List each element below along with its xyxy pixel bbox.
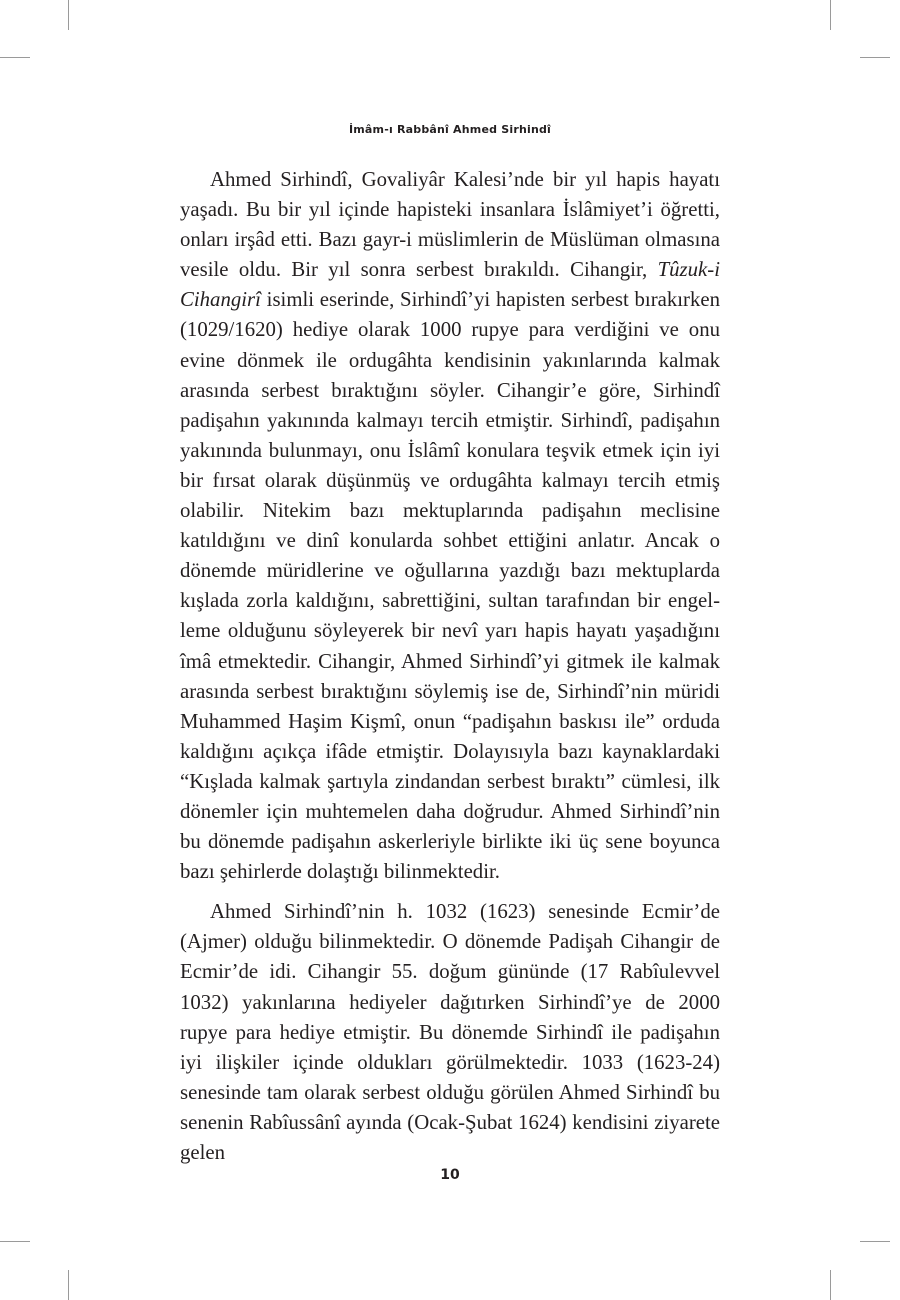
crop-mark-left-top xyxy=(0,57,30,58)
paragraph-2 xyxy=(180,897,720,1168)
crop-mark-top-left xyxy=(68,0,69,30)
crop-mark-bottom-left xyxy=(68,1270,69,1300)
paragraph-2-text: Ahmed Sirhindî’nin h. 1032 (1623) senesinde Ecmir’de (Ajmer) olduğu bilinmektedir. O dönemde Padişah Cihangir de Ecmir’de idi. Cihangir 55. doğum gününde (17 Rabîulevvel 1032) yakınlarına hediyeler dağıtırken Sirhindî’ye de 2000 rupye para hediye etmiştir. Bu dönemde Sirhindî ile padişahın iyi ilişkiler içinde oldukları görülmektedir. 1033 (1623-24) senesinde tam olarak serbest olduğu görülen Ahmed Sirhindî bu senenin Rabîussânî ayında (Ocak-Şubat 1624) kendisini ziyarete gelen xyxy=(180,900,720,1164)
crop-mark-left-bottom xyxy=(0,1241,30,1242)
book-title-italic: Tûzuk-i Cihangirî xyxy=(180,258,720,312)
crop-mark-top-right xyxy=(830,0,831,30)
page-number: 10 xyxy=(440,1167,460,1183)
crop-mark-right-bottom xyxy=(860,1241,890,1242)
body-text xyxy=(180,165,720,1168)
paragraph-1-text-a: Ahmed Sirhindî, Govaliyâr Kalesi’nde bir yıl hapis hayatı yaşadı. Bu bir yıl içinde hapisteki insanlara İslâmiyet’i öğretti, onları irşâd etti. Bazı gayr-i müslimlerin de Müslüman olmasına vesile oldu. Bir yıl sonra serbest bırakıldı. Cihangir, xyxy=(180,168,720,282)
running-head: İmâm-ı Rabbânî Ahmed Sirhindî xyxy=(348,123,552,136)
crop-mark-bottom-right xyxy=(830,1270,831,1300)
paragraph-1 xyxy=(180,165,720,887)
crop-mark-right-top xyxy=(860,57,890,58)
paragraph-1-text-b: isimli eserinde, Sirhindî’yi hapisten serbest bırakırken (1029/1620) hediye olarak 1000 rupye para verdiğini ve onu evine dönmek ile ordugâhta kendisinin yakınlarında kalmak arasında serbest bıraktığını söyler. Cihangir’e göre, Sirhindî padişahın yakınında kalmayı tercih etmiştir. Sirhindî, padişahın yakınında bulunmayı, onu İslâmî konulara teşvik etmek için iyi bir fırsat olarak düşünmüş ve ordugâhta kalmayı tercih etmiş olabilir. Nitekim bazı mektuplarında padişahın meclisine katıldığını ve dinî konularda sohbet ettiğini anlatır. Ancak o dönemde müridlerine ve oğullarına yazdığı bazı mektuplarda kışlada zorla kaldığını, sabrettiğini, sultan tarafından bir engelleme olduğunu söyleyerek bir nevî yarı hapis hayatı yaşadığını îmâ etmektedir. Cihangir, Ahmed Sirhindî’yi gitmek ile kalmak arasında serbest bıraktığını söylemiş ise de, Sirhindî’nin müridi Muhammed Haşim Kişmî, onun “padişahın baskısı ile” orduda kaldığını açıkça ifâde etmiştir. Dolayısıyla bazı kaynaklardaki “Kışlada kalmak şartıyla zindandan serbest bıraktı” cümlesi, ilk dönemler için muhtemelen daha doğrudur. Ahmed Sirhindî’nin bu dönemde padişahın askerleriyle birlikte iki üç sene boyunca bazı şehirlerde dolaştığı bilinmektedir. xyxy=(180,288,720,884)
